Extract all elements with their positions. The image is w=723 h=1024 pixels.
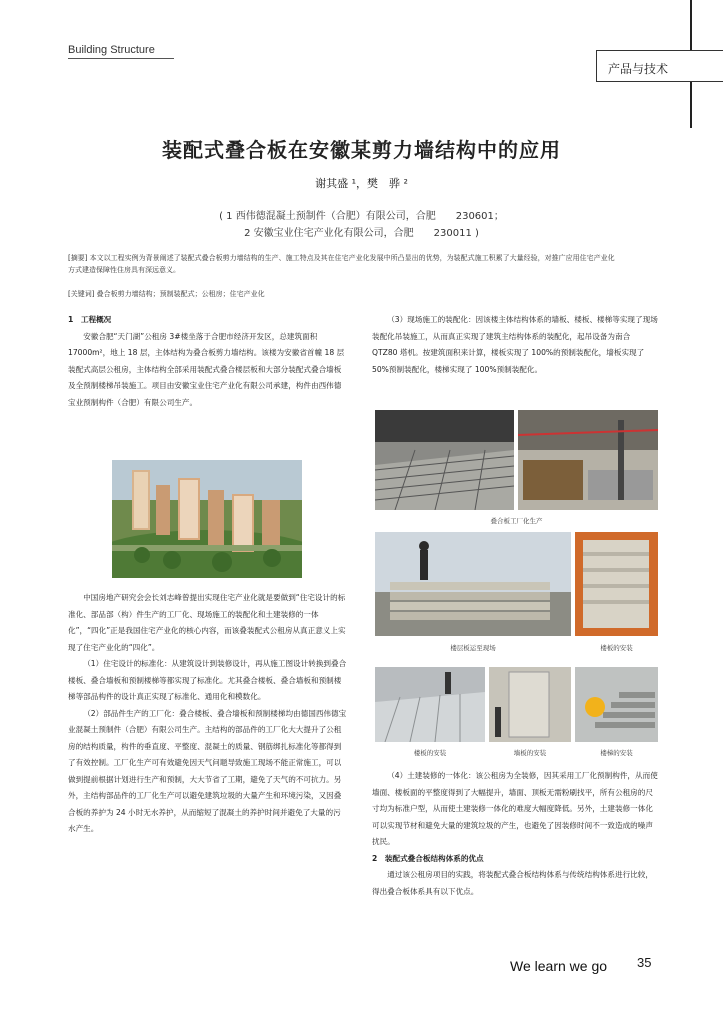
caption-stairs-install: 楼梯的安装 (600, 749, 633, 757)
paragraph-factory-production: （2）部品件生产的工厂化：叠合楼板、叠合墙板和预制楼梯均由德国西伟德宝业混凝土预制件（合肥）有限公司生产。主结构的部品件的工厂化大大提升了公租房的结构质量，构件的垂直度、平整度、混凝土的质量、钢筋绑扎标准化等都得到了有效控制。工厂化生产可有效避免因天气问题导致施工现场不能正常施工，可以做到提前根据计划进行生产和预制，大大节省了工期，避免了天气的不可抗力。另外，主结构部品件的工厂化生产可以避免建筑垃圾的大量产生和环境污染，又因叠合板的养护为 24 小时无水养护，从而缩短了混凝土的养护时间并避免了大量的污水产生。 (68, 708, 347, 833)
keywords: [关键词] 叠合板剪力墙结构；预制装配式；公租房；住宅产业化 (68, 290, 265, 298)
left-column-top (68, 312, 348, 411)
right-column-top (372, 312, 658, 378)
journal-tag: Building Structure (68, 44, 155, 56)
factory-photo-2 (518, 410, 658, 510)
slab-install-photo (375, 667, 485, 742)
section-1-paragraph: 安徽合肥“天门湖”公租房 3#楼坐落于合肥市经济开发区，总建筑面积 17000m²，地上 18 层，主体结构为叠合板剪力墙结构。该楼为安徽省首幢 18 层装配式高层公租房，主体结构全部采用装配式叠合楼层板和大部分装配式叠合墙板及全预制楼梯吊装施工。项目由安徽宝业住宅产业化有限公司承建，构件由西伟德宝业预制构件（合肥）有限公司生产。 (68, 331, 345, 407)
left-column-bottom (68, 590, 348, 838)
article-authors: 谢其盛 ¹，樊 骅 ² (315, 177, 408, 190)
caption-slab-install: 楼板的安装 (413, 749, 447, 757)
stairs-install-photo (575, 667, 658, 742)
caption-transport: 楼层板运至现场 (450, 644, 496, 652)
wall-install-photo (489, 667, 571, 742)
footer-slogan: We learn we go (510, 958, 608, 974)
caption-stairs-install-top: 楼板的安装 (600, 644, 633, 652)
abstract: [摘要] 本文以工程实例为背景阐述了装配式叠合板剪力墙结构的生产、施工特点及其在住宅产业化发展中所凸显出的优势，为装配式施工积累了大量经验，对推广应用住宅产业化方式建造保障性住房具有深远意义。 (68, 254, 615, 274)
paragraph-design-standardization: （1）住宅设计的标准化：从建筑设计到装修设计，再从施工图设计转换到叠合楼板、叠合墙板和预制楼梯等都实现了标准化。尤其叠合楼板、叠合墙板和预制楼梯等部品构件的设计真正实现了标准化、通用化和模数化。 (68, 659, 347, 701)
affiliation-2: 2 安徽宝业住宅产业化有限公司，合肥 230011 ) (244, 228, 479, 239)
caption-factory-production: 叠合板工厂化生产 (490, 517, 543, 525)
paragraph-assembly-construction: （3）现场施工的装配化：因该楼主体结构体系的墙板、楼板、楼梯等实现了现场装配化吊装施工，从而真正实现了建筑主结构体系的装配化，起吊设备为南合 QTZ80 塔机。按建筑面积来计算，楼板实现了 100%的预制装配化，墙板实现了 50%预制装配化，楼梯实现了 100%预制装配化。 (372, 315, 658, 374)
building-rendering-image (112, 460, 302, 578)
section-1-heading: 1 工程概况 (68, 315, 112, 324)
section-2-heading: 2 装配式叠合板结构体系的优点 (372, 853, 484, 863)
section-label: 产品与技术 (608, 62, 669, 76)
paragraph-integration: （4）土建装修的一体化：该公租房为全装修，因其采用工厂化预制构件，从而使墙面、楼板面的平整度得到了大幅提升，墙面、顶板无需粉刷找平，所有公租房的尺寸均为标准户型，从而使土建装修一体化的难度大幅度降低。另外，土建装修一体化可以实现节材和避免大量的建筑垃圾的产生，也避免了因装修时间不一致造成的噪声扰民。 (372, 771, 658, 846)
header-rule (68, 58, 174, 59)
factory-photo-1 (375, 410, 514, 510)
section-2-paragraph: 通过该公租房项目的实践，将装配式叠合板结构体系与传统结构体系进行比较，得出叠合板体系具有以下优点。 (372, 870, 653, 896)
stairs-photo (575, 532, 658, 636)
article-title: 装配式叠合板在安徽某剪力墙结构中的应用 (162, 138, 561, 162)
affiliation-1: ( 1 西伟德混凝土预制件（合肥）有限公司，合肥 230601； (219, 211, 504, 222)
transport-photo (375, 532, 571, 636)
page-number: 35 (637, 955, 652, 970)
paragraph-four-modernizations: 中国房地产研究会会长刘志峰曾提出实现住宅产业化就是要做到“住宅设计的标准化、部品部（构）件生产的工厂化、现场施工的装配化和土建装修的一体化”，“四化”正是我国住宅产业化的核心内容，而该叠装配式公租房从真正意义上实现了住宅产业化的“四化”。 (68, 593, 346, 652)
right-column-bottom (372, 768, 658, 900)
caption-wall-install: 墙板的安装 (513, 749, 547, 757)
